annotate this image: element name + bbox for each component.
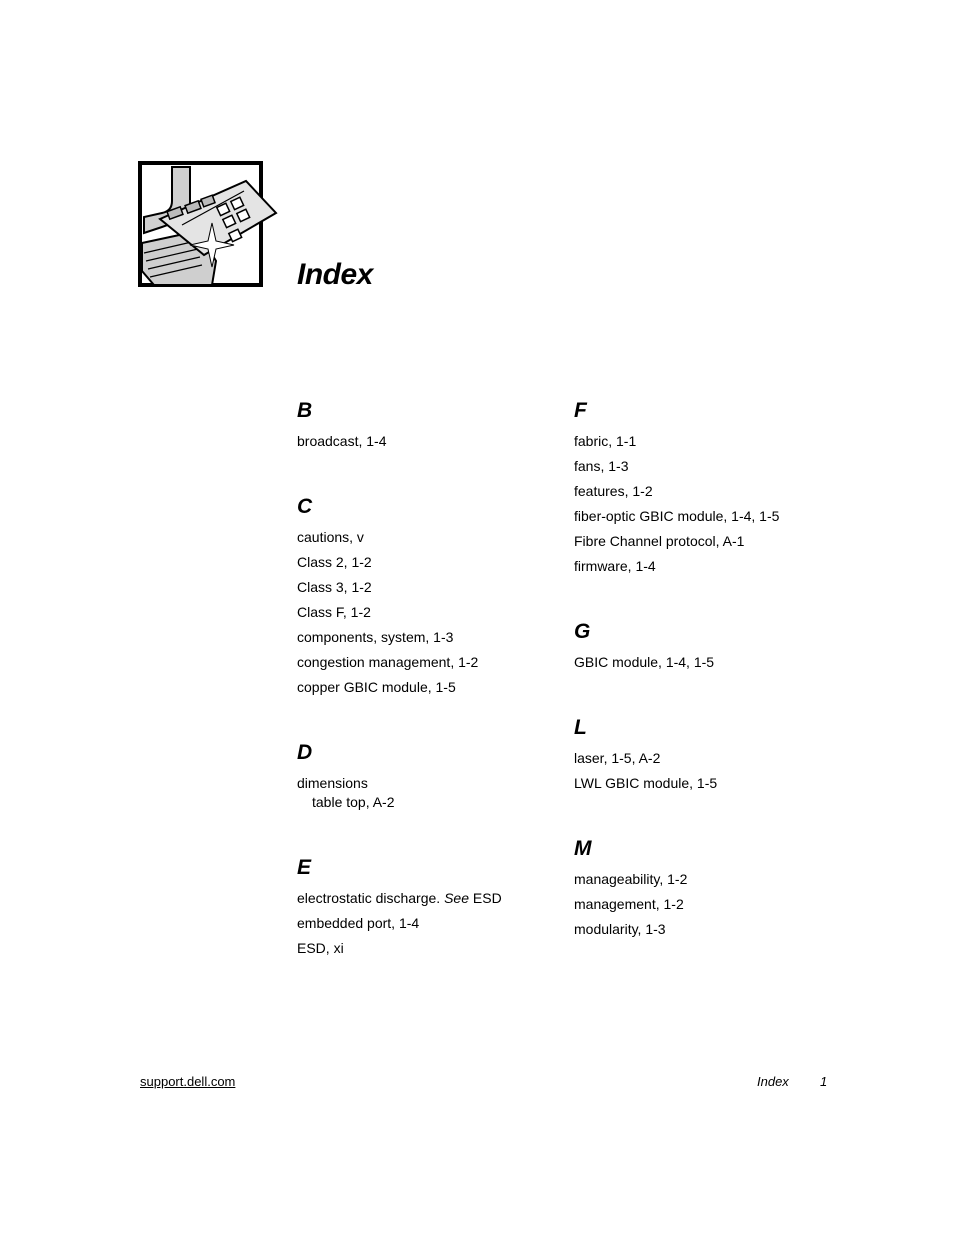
index-section-f [574,398,824,583]
index-entry: congestion management, 1-2 [297,654,479,670]
index-entry: modularity, 1-3 [574,921,666,937]
index-entry: dimensions [297,775,368,791]
index-entry: fiber-optic GBIC module, 1-4, 1-5 [574,508,780,524]
index-entry: cautions, v [297,529,364,545]
index-entry: fabric, 1-1 [574,433,637,449]
index-section-l [574,715,824,800]
index-entry: embedded port, 1-4 [297,915,420,931]
footer-section-title: Index [757,1074,789,1089]
index-entry: LWL GBIC module, 1-5 [574,775,718,791]
section-letter: C [297,495,313,518]
index-entry [297,890,547,915]
index-entry: broadcast, 1-4 [297,433,387,449]
support-site-link[interactable]: support.dell.com [140,1074,236,1089]
index-entry: firmware, 1-4 [574,558,656,574]
index-section-c [297,494,547,704]
index-column-right [574,398,824,946]
index-section-g [574,619,824,679]
index-section-b [297,398,547,458]
section-letter: M [574,837,592,860]
section-letter: L [574,716,587,739]
section-letter: D [297,741,313,764]
index-entry: manageability, 1-2 [574,871,688,887]
index-entry: Fibre Channel protocol, A-1 [574,533,745,549]
index-column-left [297,398,547,965]
index-entry: Class 3, 1-2 [297,579,372,595]
page-title: Index [297,258,373,291]
page-number: 1 [820,1074,828,1089]
index-entry: components, system, 1-3 [297,629,454,645]
see-target: ESD [469,890,502,906]
index-entry: management, 1-2 [574,896,684,912]
index-entry: ESD, xi [297,940,344,956]
index-section-m [574,836,824,946]
see-reference: See [444,890,469,906]
section-letter: F [574,399,587,422]
section-letter: B [297,399,313,422]
entry-text: electrostatic discharge. [297,890,445,906]
index-section-d [297,740,547,819]
section-letter: G [574,620,591,643]
index-entry: Class 2, 1-2 [297,554,372,570]
index-entry: Class F, 1-2 [297,604,371,620]
index-section-e [297,855,547,965]
index-subentry: table top, A-2 [312,794,395,810]
index-entry: laser, 1-5, A-2 [574,750,661,766]
book-with-keyboard-icon [138,161,278,291]
index-entry: fans, 1-3 [574,458,629,474]
index-entry: features, 1-2 [574,483,653,499]
index-entry: copper GBIC module, 1-5 [297,679,456,695]
section-letter: E [297,856,312,879]
index-entry: GBIC module, 1-4, 1-5 [574,654,715,670]
